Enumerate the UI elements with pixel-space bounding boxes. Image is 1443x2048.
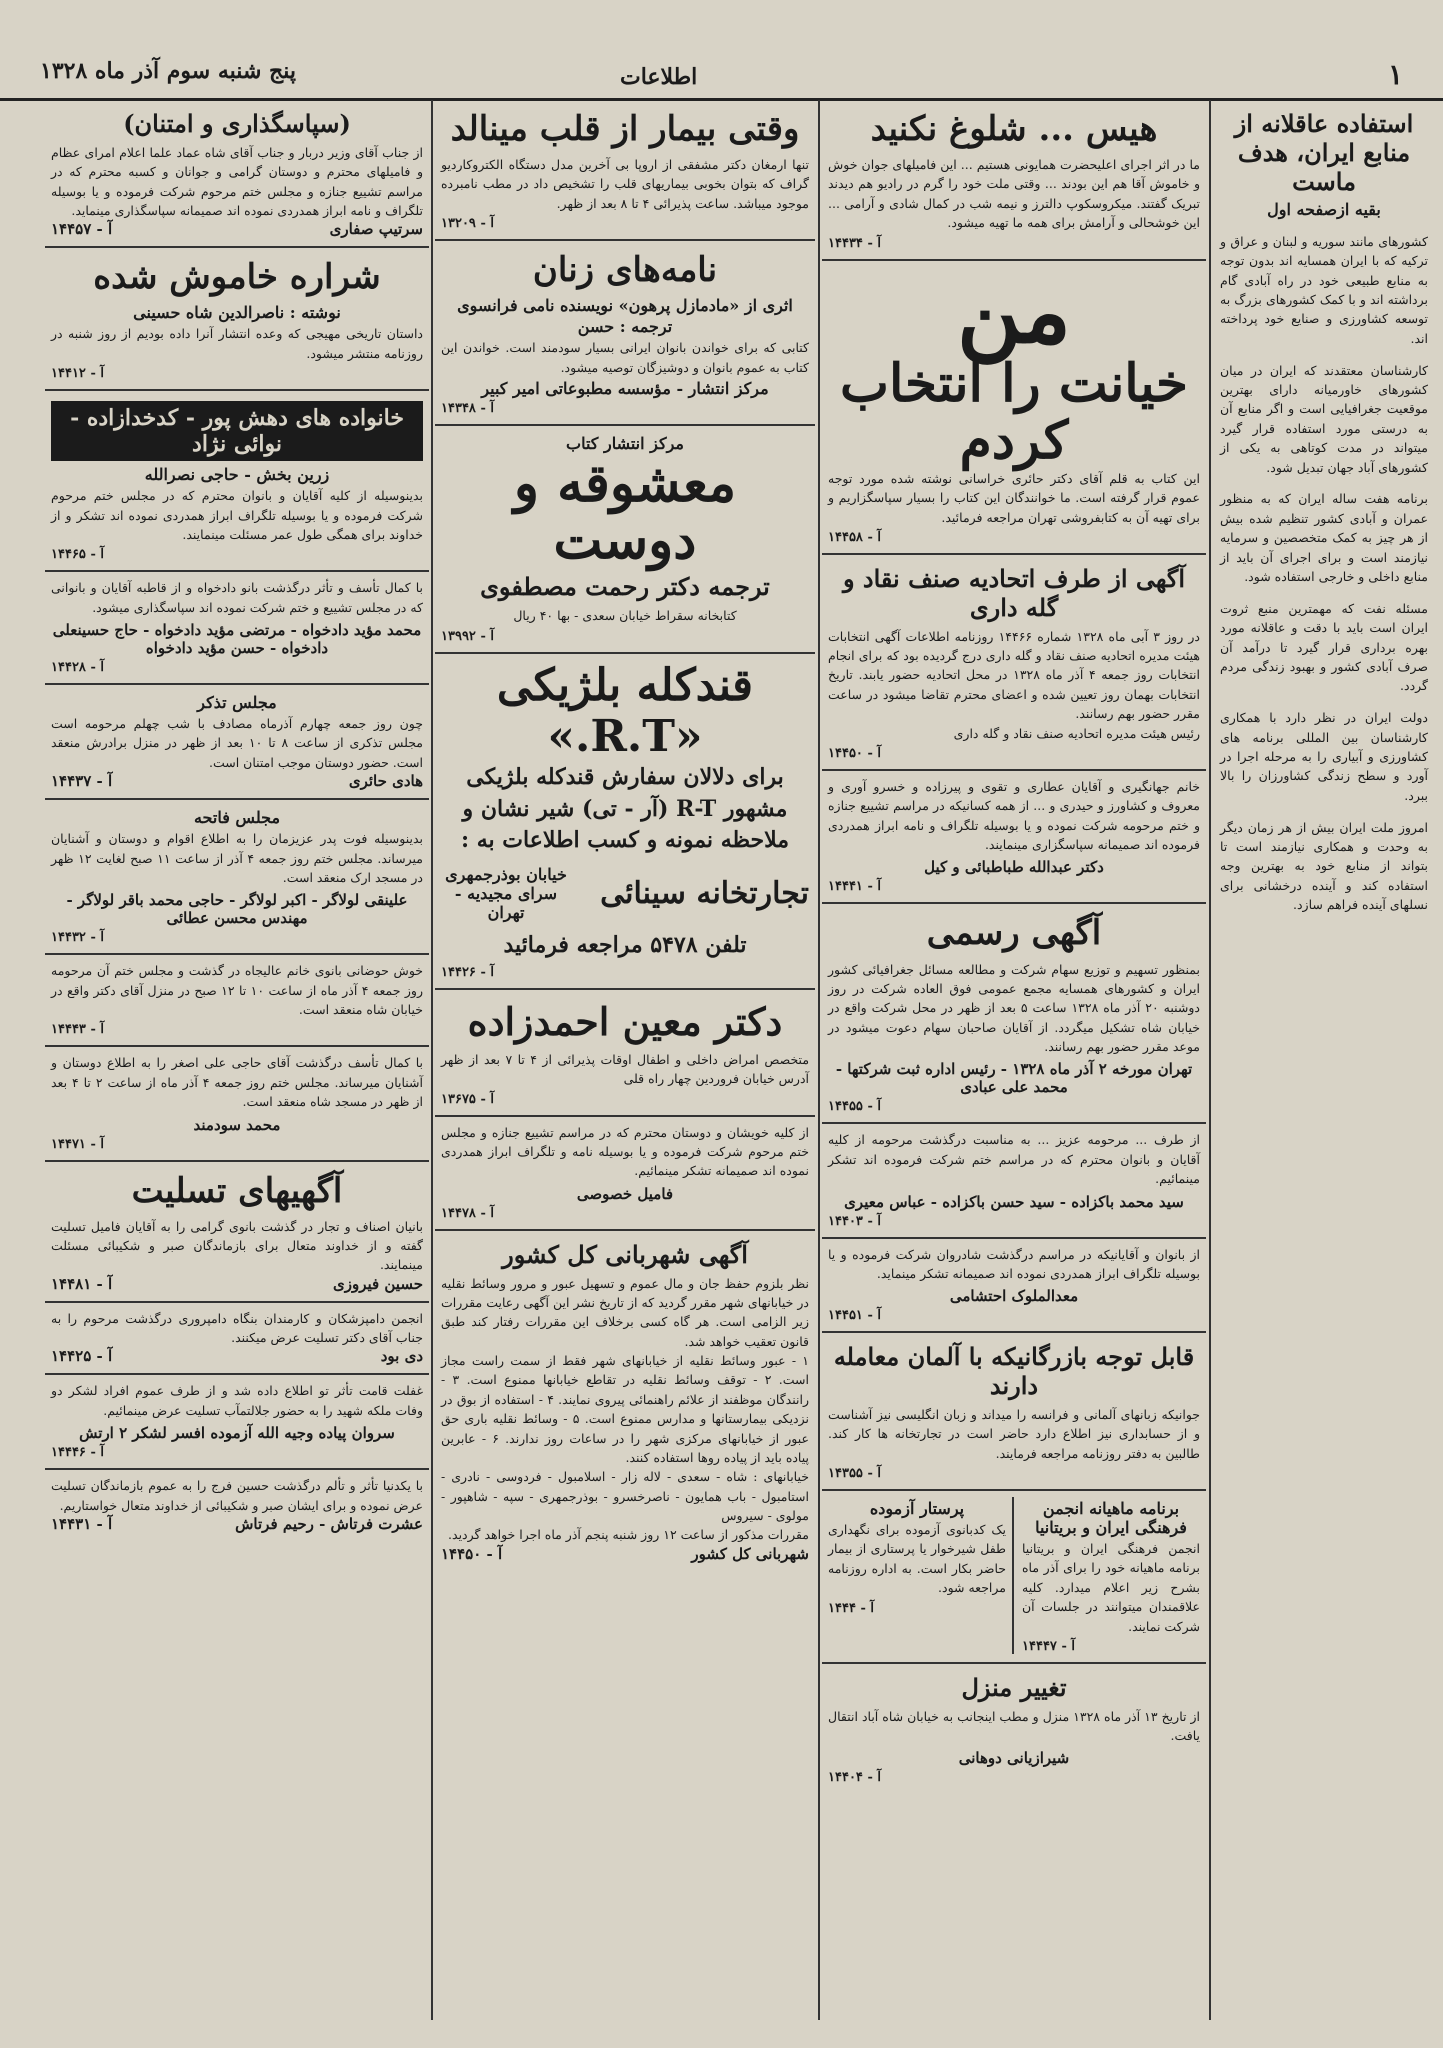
column-rule xyxy=(818,100,820,2020)
ad-code: آ - ۱۳۲۰۹ xyxy=(441,216,494,232)
ad-shop-address: خیابان بوذرجمهری سرای مجیدیه - تهران xyxy=(445,865,567,923)
ad-memorial xyxy=(45,685,429,800)
ad-code: آ - ۱۴۴۳۴ xyxy=(828,235,881,251)
ad-shop-name: تجارتخانه سینائی xyxy=(600,875,809,911)
ad-signature: شهربانی کل کشور xyxy=(691,1544,809,1563)
ad-signature: حسین فیروزی xyxy=(332,1274,423,1293)
ad-thanks xyxy=(822,771,1206,905)
ad-code: آ - ۱۴۳۵۵ xyxy=(828,1466,881,1481)
ad-body: انجمن فرهنگی ایران و بریتانیا برنامه ماهیانه خود را برای آذر ماه بشرح زیر اعلام میدارد. کلیه علاقمندان میتوانند در جلسات آن شرکت نمایند. xyxy=(1022,1541,1200,1634)
ad-notice-7 xyxy=(45,955,429,1047)
ad-body: از تاریخ ۱۳ آذر ماه ۱۳۲۸ منزل و مطب اینجانب به خیابان شاه آباد انتقال یافت. xyxy=(828,1708,1200,1744)
ad-body: از جناب آقای وزیر دربار و جناب آقای شاه عماد علما اعلام امرای عظام و فامیلهای محترم و دوستان گرامی و جوانان و کسبه محترم که در مراسم تشییع جنازه و مجلس ختم مرحوم شرکت فرموده و یا بوسیله تلگراف و نامه ابراز همدردی نموده اند صمیمانه سپاسگذاری مینماید. xyxy=(51,144,423,218)
ad-list: ۱ - عبور وسائط نقلیه از خیابانهای شهر فقط از سمت راست مجاز است. ۲ - توقف وسائط نقلیه در تقاطع خیابانها ممنوع است. ۳ - رانندگان موظفند از علائم راهنمائی پیروی نمایند. ۴ - استفاده از بوق در نزدیکی بیمارستانها و مدارس ممنوع است. ۵ - وسائط نقلیه باری حق عبور از خیابانهای مرکزی شهر را در ساعات روز ندارند. ۶ - عابرین پیاده باید از پیاده روها استفاده کنند. xyxy=(441,1353,810,1465)
ad-code: آ - ۱۴۴۴۳ xyxy=(51,1022,104,1038)
ad-body: غفلت قامت تأثر تو اطلاع داده شد و از طرف عموم افراد لشکر دو وفات ملکه شهید را به حضور جلالتمآب تسلیت عرض مینمائیم. xyxy=(51,1383,423,1418)
ad-code: آ - ۱۴۴۴ xyxy=(828,1600,874,1616)
ad-womens-letters xyxy=(435,241,815,426)
ad-body: داستان تاریخی مهیجی که وعده انتشار آنرا داده بودیم از روز شنبه در روزنامه منتشر میشود. xyxy=(51,326,423,361)
ad-title: تغییر منزل xyxy=(961,1672,1067,1702)
article-paragraph: امروز ملت ایران بیش از هر زمان دیگر به وحدت و همکاری نیازمند است تا بتواند از منابع خود به بهترین وجه استفاده کند و آینده درخشانی برای نسلهای آینده فراهم سازد. xyxy=(1220,819,1428,913)
ad-germany-trade xyxy=(822,1333,1206,1491)
article-paragraph: کارشناسان معتقدند که ایران در میان کشورهای خاورمیانه دارای بهترین موقعیت جغرافیایی است و اگر منابع آن به درستی مورد استفاده قرار گیرد میتواند در مدت کوتاهی به یکی از کشورهای آباد جهان تبدیل شود. xyxy=(1220,362,1428,475)
ad-code: آ - ۱۴۴۰۳ xyxy=(828,1213,881,1229)
ad-signature: عشرت فرتاش - رحیم فرتاش xyxy=(235,1514,423,1533)
issue-date: پنج شنبه سوم آذر ماه ۱۳۲۸ xyxy=(40,58,296,84)
ad-body: جوانیکه زبانهای آلمانی و فرانسه را میداند و زبان انگلیسی نیز آشناست و از حسابداری نیز اطلاع دارد حاضر است در تجارتخانه ها کار کند. طالبین به دفتر روزنامه مراجعه فرمایند. xyxy=(828,1406,1200,1461)
ad-code: آ - ۱۴۴۲۸ xyxy=(51,660,104,676)
ad-body: کتابخانه سقراط خیابان سعدی - بها ۴۰ ریال xyxy=(513,608,737,624)
ad-signature: محمد سودمند xyxy=(193,1115,281,1134)
ad-condolences-section xyxy=(45,1162,429,1303)
ad-signature: هادی حائری xyxy=(348,772,423,791)
ad-body: خانم جهانگیری و آقایان عطاری و تقوی و پیرزاده و خسرو آوری و معروف و کشاورز و حیدری و ... از همه کسانیکه در مراسم تشییع جنازه و ختم مرحومه شرکت نموده و یا بوسیله تلگراف و نامه ابراز همدردی فرموده اند صمیمانه سپاسگزاری مینمایند. xyxy=(828,778,1200,853)
ad-title: هیس ... شلوغ نکنید xyxy=(870,109,1158,149)
ad-author: نوشته : ناصرالدین شاه حسینی xyxy=(133,303,341,323)
ad-translator: ترجمه : حسن xyxy=(577,317,673,337)
ad-body: از طرف ... مرحومه عزیز ... به مناسبت درگذشت مرحومه از کلیه آقایان و بانوان محترم که در مراسم ختم شرکت فرموده اند تشکر مینمائیم. xyxy=(828,1132,1200,1187)
ad-footer xyxy=(51,1347,423,1365)
ad-shop-row xyxy=(441,863,809,924)
ad-title: نامه‌های زنان xyxy=(532,250,718,291)
ad-heart-doctor xyxy=(435,100,815,241)
ad-body: متخصص امراض داخلی و اطفال اوقات پذیرائی از ۴ تا ۷ بعد از ظهر آدرس خیابان فروردین چهار راه قلی xyxy=(441,1051,810,1087)
ad-fatiha xyxy=(45,800,429,955)
ad-title: (سپاسگذاری و امتنان) xyxy=(123,109,351,138)
ad-body: با کمال تأسف درگذشت آقای حاجی علی اصغر را به اطلاع دوستان و آشنایان میرساند. مجلس ختم روز جمعه ۴ آذر ماه از ساعت ۲ تا ۴ بعد از ظهر در مسجد شاه منعقد است. xyxy=(51,1055,424,1110)
ad-footer xyxy=(51,772,423,790)
ad-notice-11 xyxy=(45,1375,429,1470)
ad-code: آ - ۱۳۶۷۵ xyxy=(441,1091,494,1107)
ad-code: آ - ۱۴۴۵۰ xyxy=(441,1544,503,1563)
ad-code: آ - ۱۳۹۹۲ xyxy=(441,628,494,644)
ad-signature: سید محمد باکزاده - سید حسن باکزاده - عباس معیری xyxy=(844,1192,1184,1211)
ad-signature: دکتر عبدالله طباطبائی و کیل xyxy=(924,858,1104,877)
page-number: ۱ xyxy=(1387,58,1403,91)
article-paragraph: کشورهای مانند سوریه و لبنان و عراق و ترکیه که با ایران همسایه اند بدون توجه به منابع طبیعی خود در راه آبادی گام برداشته اند و با کمک کشورهای بزرگ به توسعه کشاورزی و صنایع خود پرداخته اند. xyxy=(1220,233,1428,346)
ad-title: آگهی شهربانی کل کشور xyxy=(502,1239,748,1269)
masthead xyxy=(0,0,1443,101)
ad-title: آگهی از طرف اتحادیه صنف نقاد و گله داری xyxy=(842,564,1186,622)
ad-body: ما در اثر اجرای اعلیحضرت همایونی هستیم ... این فامیلهای جوان خوش و خاموش آقا هم این بودند ... وقتی ملت خود را گرم در رادیو هم دیدند تبریک گفتند. میکروسکوپ دالترز و نیمه شب در کمال شادی و آرامی ... این خوشحالی و آرامش برای همه ما تهیه میشود. xyxy=(828,157,1200,231)
ad-gratitude xyxy=(45,100,429,248)
ad-signature: فامیل خصوصی xyxy=(576,1184,674,1203)
article-headline: استفاده عاقلانه از منابع ایران، هدف ماست xyxy=(1234,109,1414,196)
ad-notice-12 xyxy=(45,1470,429,1541)
ad-dadkhah xyxy=(45,572,429,685)
ad-phone: تلفن ۵۴۷۸ مراجعه فرمائید xyxy=(503,932,747,959)
ad-code: آ - ۱۴۴۳۷ xyxy=(51,772,113,791)
ad-code: آ - ۱۴۴۵۵ xyxy=(828,1099,881,1115)
ad-title: شراره خاموش شده xyxy=(93,257,381,298)
ad-cultural-program xyxy=(1022,1497,1200,1654)
column-1 xyxy=(1214,100,1434,2020)
ad-code: آ - ۱۴۴۵۷ xyxy=(51,220,113,239)
paper-name: اطلاعات xyxy=(620,64,698,90)
ad-police-notice xyxy=(435,1231,815,1571)
ad-signature: تهران مورخه ۲ آذر ماه ۱۳۲۸ - رئیس اداره ثبت شرکتها - محمد علی عبادی xyxy=(835,1060,1193,1097)
ad-body: از بانوان و آقایانیکه در مراسم درگذشت شادروان شرکت فرموده و یا بوسیله تلگراف ابراز همدردی نموده اند صمیمانه تشکر مینماید. xyxy=(828,1246,1200,1281)
ad-code: آ - ۱۴۴۳۲ xyxy=(51,930,104,946)
ad-title: قندکله بلژیکی «R.T.» xyxy=(496,659,754,762)
ad-title: وقتی بیمار از قلب مینالد xyxy=(450,109,800,149)
ad-signature: علینقی لولاگر - اکبر لولاگر - حاجی محمد باقر لولاگر - مهندس محسن عطائی xyxy=(66,891,408,928)
ad-signature: سرتیپ صفاری xyxy=(329,220,423,239)
ad-title: مجلس تذکر xyxy=(197,693,277,713)
column-2 xyxy=(822,100,1206,2020)
ad-signature: رئیس هیئت مدیره اتحادیه صنف نقاد و گله داری xyxy=(953,725,1200,741)
ad-dr-ahmadzadeh xyxy=(435,990,815,1116)
article-iran-resources xyxy=(1214,100,1434,935)
ad-signature: محمد مؤید دادخواه - مرتضی مؤید دادخواه - حاج حسینعلی دادخواه - حسن مؤید دادخواه xyxy=(52,621,422,658)
ad-body: بانیان اصناف و تجار در گذشت بانوی گرامی را به آقایان فامیل تسلیت گفته و از خداوند متعال برای بازماندگان صبر و شکیبائی مسئلت مینمایند. xyxy=(51,1218,423,1273)
ad-title: دکتر معین احمدزاده xyxy=(467,999,783,1045)
ad-banner: خانواده های دهش پور - کدخدازاده - نوائی نژاد xyxy=(51,401,423,461)
article-paragraph: دولت ایران در نظر دارد با همکاری کارشناسان بین المللی برنامه های کشاورزی و آبیاری را به مرحله اجرا در آورد و سطح زندگی کشاورزان را بالا ببرد. xyxy=(1220,710,1428,803)
ad-code: آ - ۱۴۴۳۱ xyxy=(51,1514,113,1533)
ad-footer xyxy=(441,1545,809,1563)
ad-body: با کمال تأسف و تأثر درگذشت بانو دادخواه و از قاطبه آقایان و بانوانی که در مجلس تشییع و ختم شرکت نموده اند سپاسگذاری میشود. xyxy=(51,580,423,615)
ad-pair xyxy=(822,1491,1206,1664)
ad-closing: مقررات مذکور از ساعت ۱۲ روز شنبه پنجم آذر ماه اجرا خواهد گردید. xyxy=(448,1527,809,1543)
ad-author: ترجمه دکتر رحمت مصطفوی xyxy=(480,572,770,602)
ad-huge-title: معشوقه و دوست xyxy=(513,453,737,572)
ad-line: ملاحظه نمونه و کسب اطلاعات به : xyxy=(460,827,790,854)
ad-title: برنامه ماهیانه انجمن فرهنگی ایران و بریتانیا xyxy=(1035,1499,1187,1537)
ad-families xyxy=(45,391,429,572)
article-subhead: بقیه ازصفحه اول xyxy=(1267,200,1381,220)
ad-code: آ - ۱۴۴۶۵ xyxy=(51,547,104,563)
column-4 xyxy=(45,100,429,2020)
article-paragraph: مسئله نفت که مهمترین منبع ثروت ایران است باید با دقت و عاقلانه مورد بهره برداری قرار گیرد تا درآمد آن صرف آبادی کشور و بهبود زندگی مردم گردد. xyxy=(1220,600,1428,694)
ad-book-betrayal xyxy=(822,261,1206,556)
ad-code: آ - ۱۴۴۵۱ xyxy=(828,1308,881,1324)
ad-streets: خیابانهای : شاه - سعدی - لاله زار - اسلامبول - فردوسی - نادری - استامبول - باب همایون - ناصرخسرو - بوذرجمهری - سپه - شاهپور - مولوی - سیروس xyxy=(441,1469,809,1524)
ad-story xyxy=(45,248,429,391)
ad-book-beloved xyxy=(435,426,815,654)
ad-body: با یکدنیا تأثر و تألم درگذشت حسین فرج را به عموم بازماندگان تسلیت عرض نموده و برای ایشان صبر و شکیبائی از خداوند متعال خواستاریم. xyxy=(51,1478,423,1513)
ad-code: آ - ۱۴۴۷۱ xyxy=(51,1136,104,1152)
ad-code: آ - ۱۴۴۸۱ xyxy=(51,1274,113,1293)
ad-code: آ - ۱۴۴۵۸ xyxy=(828,530,881,546)
ad-code: آ - ۱۴۴۵۰ xyxy=(828,745,881,761)
ad-change-address xyxy=(822,1664,1206,1794)
ad-body: بدینوسیله از کلیه آقایان و بانوان محترم که در مجلس ختم مرحوم شرکت فرموده و یا بوسیله تلگراف ابراز همدردی نموده اند تشکر و از خداوند برای همگی طول عمر مسئلت مینمایند. xyxy=(51,488,423,542)
ad-body: در روز ۳ آبی ماه ۱۳۲۸ شماره ۱۴۴۶۶ روزنامه اطلاعات آگهی انتخابات هیئت مدیره اتحادیه صنف نقاد و گله داری درج گردیده بود که برای انجام انتخابات روز جمعه ۴ آذر ماه ۱۳۲۸ در محل اتحادیه حضور یابند. تاریخ انتخابات بهمان روز تعیین شده و اعضای محترم تقاضا میشود در ساعت مقرر حضور بهم رسانند. xyxy=(828,628,1200,722)
ad-notice-8 xyxy=(45,1047,429,1161)
ad-huge-subtitle: خیانت را انتخاب کردم xyxy=(840,352,1188,471)
ad-subtitle: اثری از «مادمازل پرهون» نویسنده نامی فرانسوی xyxy=(457,296,793,316)
ad-family-thanks xyxy=(435,1117,815,1231)
ad-body: بدینوسیله فوت پدر عزیزمان را به اطلاع اقوام و دوستان و آشنایان میرساند. مجلس ختم روز جمعه ۴ آذر از ساعت ۱۱ صبح لغایت ۱۲ ظهر در مسجد ارک منعقد است. xyxy=(51,831,424,885)
ad-subtitle: زرین بخش - حاجی نصرالله xyxy=(144,465,330,485)
ad-belgian-sugar xyxy=(435,654,815,991)
ad-publisher: مرکز انتشار - مؤسسه مطبوعاتی امیر کبیر xyxy=(481,379,769,399)
ad-line: مشهور R-T (آر - تی) شیر نشان و xyxy=(462,795,788,822)
ad-code: آ - ۱۴۴۲۶ xyxy=(441,965,494,981)
ad-code: آ - ۱۴۴۱۲ xyxy=(51,366,104,382)
ad-code: آ - ۱۴۴۴۱ xyxy=(828,879,881,895)
ad-code: آ - ۱۴۴۰۴ xyxy=(828,1770,881,1786)
ad-body: بمنظور تسهیم و توزیع سهام شرکت و مطالعه مسائل جغرافیائی کشور ایران و کشورهای همسایه مجمع عمومی فوق العاده شرکت در روز دوشنبه ۲۰ آذر ماه ۱۳۲۸ ساعت ۵ بعد از ظهر در محل شرکت واقع در خیابان شاه تشکیل میگردد. از آقایان صاحبان سهام دعوت میشود در موعد مقرر حضور بهم رسانند. xyxy=(828,961,1200,1055)
column-rule xyxy=(431,100,433,2020)
ad-title: مجلس فاتحه xyxy=(193,808,281,828)
ad-footer xyxy=(51,1275,423,1293)
ad-body: از کلیه خویشان و دوستان محترم که در مراسم تشییع جنازه و مجلس ختم مرحوم شرکت فرموده و یا بوسیله نامه و تلگراف ابراز همدردی نموده اند صمیمانه تشکر مینمائیم. xyxy=(441,1124,809,1179)
ad-line: برای دلالان سفارش قندکله بلژیکی xyxy=(466,763,784,790)
ad-body: تنها ارمغان دکتر مشفقی از اروپا بی آخرین مدل دستگاه الکتروکاردیو گراف که بتوان بخوبی بیماریهای قلب را تشخیص داد در مطب نامبرده موجود میباشد. ساعت پذیرائی ۴ تا ۸ بعد از ظهر. xyxy=(441,157,809,211)
ad-thanks-2 xyxy=(822,1239,1206,1334)
ad-title: قابل توجه بازرگانیکه با آلمان معامله دارند xyxy=(833,1342,1195,1401)
ad-notice-10 xyxy=(45,1303,429,1376)
ad-title: پرستار آزموده xyxy=(869,1499,965,1518)
column-3 xyxy=(435,100,815,2020)
ad-signature: سروان پیاده وجیه الله آزموده افسر لشکر ۲ ارتش xyxy=(79,1424,395,1443)
ad-body: کتابی که برای خواندن بانوان ایرانی بسیار سودمند است. خواندن این کتاب به عموم بانوان و دوشیزگان توصیه میشود. xyxy=(441,340,809,375)
ad-footer xyxy=(51,220,423,238)
ad-code: آ - ۱۴۴۴۷ xyxy=(1022,1638,1075,1654)
ad-hiss xyxy=(822,100,1206,261)
ad-body: انجمن دامپزشکان و کارمندان بنگاه دامپروری درگذشت مرحوم را به جناب آقای دکتر تسلیت عرض میکنند. xyxy=(51,1310,423,1346)
ad-title: آگهیهای تسلیت xyxy=(131,1170,343,1211)
ad-huge-title: من xyxy=(956,260,1072,363)
ad-code: آ - ۱۴۴۷۸ xyxy=(441,1205,494,1221)
ad-nurse xyxy=(828,1497,1014,1654)
ad-body: چون روز جمعه چهارم آذرماه مصادف با شب چهلم مرحومه است مجلس تذکری از ساعت ۸ تا ۱۰ بعد از ظهر در منزل برادرش منعقد است. حضور دوستان موجب امتنان است. xyxy=(51,716,423,770)
ad-union-notice xyxy=(822,555,1206,771)
ad-body: خوش حوضانی بانوی خانم عالیجاه در گذشت و مجلس ختم آن مرحومه روز جمعه ۴ آذر ماه از ساعت ۱۰ تا ۱۲ صبح در منزل آقای دکتر واقع در خیابان شاه منعقد است. xyxy=(51,963,423,1018)
ad-code: آ - ۱۴۴۴۶ xyxy=(51,1445,104,1461)
ad-condolence xyxy=(822,1124,1206,1238)
column-rule xyxy=(1209,100,1211,2020)
ad-signature: دی بود xyxy=(380,1347,423,1366)
ad-code: آ - ۱۴۳۴۸ xyxy=(441,401,494,417)
ad-title: آگهی رسمی xyxy=(926,913,1102,954)
ad-signature: معدالملوک احتشامی xyxy=(949,1287,1079,1306)
ad-body: این کتاب به قلم آقای دکتر حائری خراسانی نوشته شده مورد توجه عموم قرار گرفته است. ما خوانندگان این کتاب را بسیار سپاسگزاریم و برای تهیه آن به کتابفروشی تهران مراجعه فرمائید. xyxy=(828,470,1200,525)
ad-code: آ - ۱۴۴۲۵ xyxy=(51,1347,113,1366)
ad-signature: شیرازیانی دوهانی xyxy=(958,1749,1070,1768)
article-paragraph: برنامه هفت ساله ایران که به منظور عمران و آبادی کشور تنظیم شده بیش از هر چیز به کمک متخصصین و سرمایه نیازمند است و برای اجرای آن باید از منابع داخلی و خارجی استفاده شود. xyxy=(1220,491,1428,584)
ad-publisher: مرکز انتشار کتاب xyxy=(566,434,684,454)
ad-body: نظر بلزوم حفظ جان و مال عموم و تسهیل عبور و مرور وسائط نقلیه در خیابانهای شهر مقرر گردید که از تاریخ نشر این آگهی رعایت مقررات زیر الزامی است. هر گاه کسی برخلاف این مقررات رفتار کند طبق قانون تعقیب خواهد شد. xyxy=(441,1275,809,1349)
ad-official xyxy=(822,904,1206,1124)
ad-body: یک کدبانوی آزموده برای نگهداری طفل شیرخوار یا پرستاری از بیمار حاضر بکار است. به اداره روزنامه مراجعه شود. xyxy=(828,1522,1006,1596)
ad-footer xyxy=(51,1515,423,1533)
